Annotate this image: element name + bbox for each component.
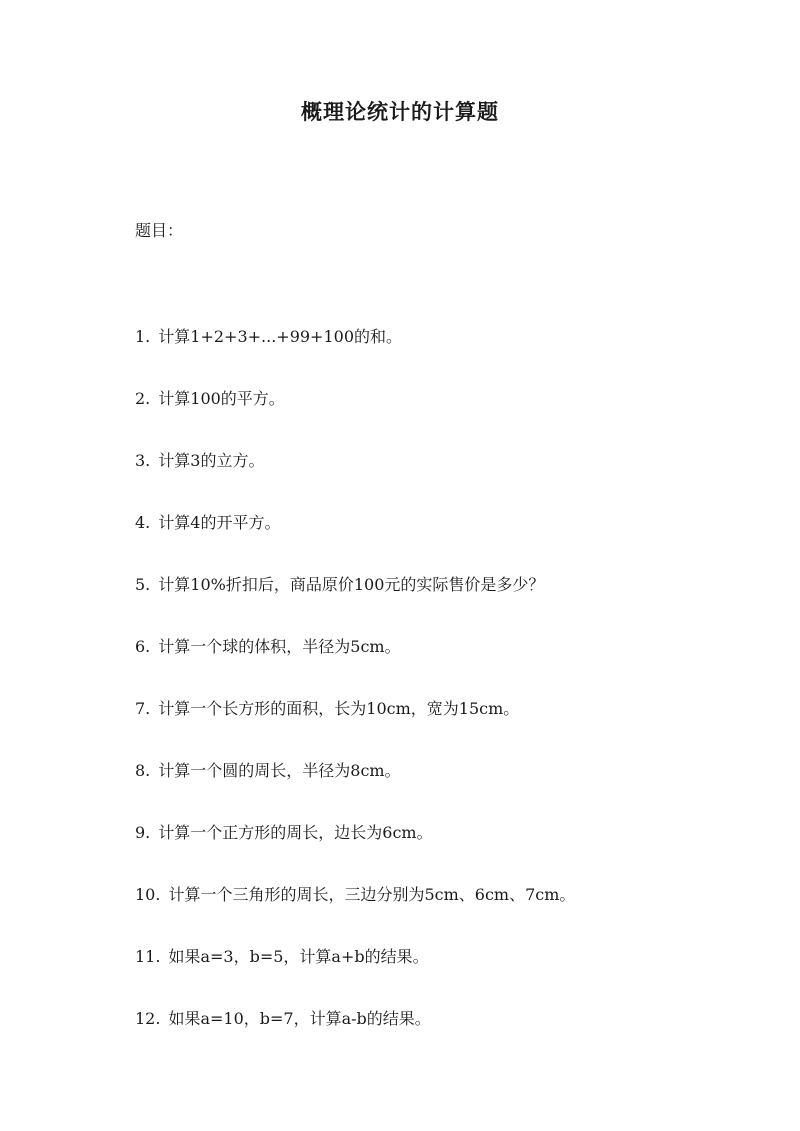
question-text: 如果a=3，b=5，计算a+b的结果。 bbox=[168, 947, 429, 966]
question-text: 计算一个三角形的周长，三边分别为5cm、6cm、7cm。 bbox=[168, 885, 576, 904]
question-text: 计算3的立方。 bbox=[158, 451, 265, 470]
document-title: 概理论统计的计算题 bbox=[301, 99, 499, 124]
question-item bbox=[135, 325, 575, 387]
question-item bbox=[135, 449, 575, 511]
question-item bbox=[135, 697, 575, 759]
question-item bbox=[135, 883, 575, 945]
question-number: 8. bbox=[135, 761, 151, 780]
question-text: 计算一个正方形的周长，边长为6cm。 bbox=[158, 823, 433, 842]
question-number: 4. bbox=[135, 513, 151, 532]
question-text: 计算一个圆的周长，半径为8cm。 bbox=[158, 761, 401, 780]
question-item bbox=[135, 821, 575, 883]
section-label: 题目： bbox=[135, 221, 184, 240]
question-item bbox=[135, 387, 575, 449]
question-text: 如果a=10，b=7，计算a-b的结果。 bbox=[168, 1009, 431, 1028]
question-text: 计算一个长方形的面积，长为10cm，宽为15cm。 bbox=[158, 699, 520, 718]
question-item bbox=[135, 945, 575, 1007]
question-number: 10. bbox=[135, 885, 161, 904]
question-number: 1. bbox=[135, 327, 151, 346]
question-number: 6. bbox=[135, 637, 151, 656]
question-item bbox=[135, 635, 575, 697]
question-number: 5. bbox=[135, 575, 151, 594]
question-number: 11. bbox=[135, 947, 161, 966]
question-number: 9. bbox=[135, 823, 151, 842]
question-item bbox=[135, 1007, 575, 1069]
question-number: 2. bbox=[135, 389, 151, 408]
question-item bbox=[135, 573, 575, 635]
question-text: 计算100的平方。 bbox=[158, 389, 285, 408]
question-text: 计算1+2+3+...+99+100的和。 bbox=[158, 327, 402, 346]
question-item bbox=[135, 759, 575, 821]
question-number: 7. bbox=[135, 699, 151, 718]
question-number: 12. bbox=[135, 1009, 161, 1028]
question-list bbox=[135, 325, 575, 1069]
question-text: 计算4的开平方。 bbox=[158, 513, 281, 532]
question-text: 计算10%折扣后，商品原价100元的实际售价是多少？ bbox=[158, 575, 545, 594]
question-text: 计算一个球的体积，半径为5cm。 bbox=[158, 637, 401, 656]
question-item bbox=[135, 511, 575, 573]
question-number: 3. bbox=[135, 451, 151, 470]
